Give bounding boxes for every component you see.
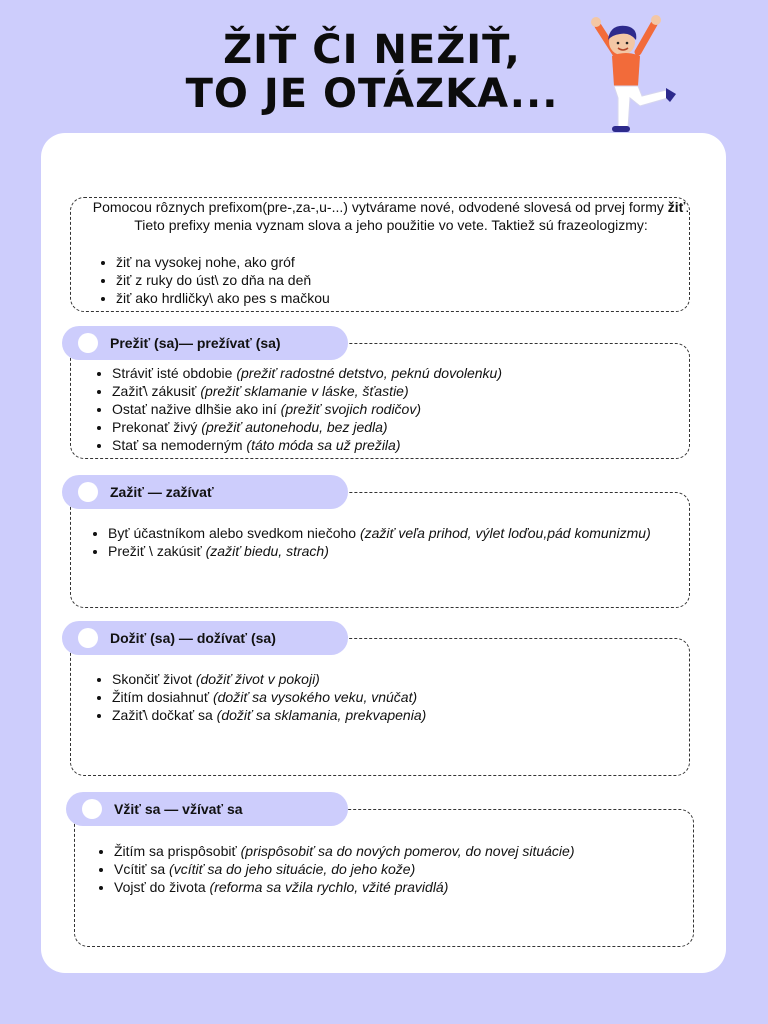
section-heading-label: Prežiť (sa)— prežívať (sa) <box>110 335 281 351</box>
intro-text-start: Pomocou rôznych prefixom(pre-,za-,u-...) vytvárame nové, odvodené slovesá od prvej formy <box>92 199 668 215</box>
intro-bold-word: žiť <box>667 199 686 215</box>
title-line-1: ŽIŤ ČI NEŽIŤ, <box>223 27 521 73</box>
title-line-2: TO JE OTÁZKA... <box>185 71 559 117</box>
intro-text-end: . Tieto prefixy menia vyznam slova a jeho použitie vo vete. Taktiež sú frazeologizmy: <box>134 199 690 233</box>
white-circle-icon <box>78 628 98 648</box>
list-item: • Prekonať živý (prežiť autonehodu, bez jedla) <box>112 418 502 436</box>
section-heading-zazit <box>62 475 348 509</box>
intro-list <box>96 253 330 307</box>
section-list-prezit <box>92 364 502 454</box>
list-item: • Zažiť\ zákusiť (prežiť sklamanie v láske, šťastie) <box>112 382 502 400</box>
list-item: • Skončiť život (dožiť život v pokoji) <box>112 670 426 688</box>
list-item: • žiť ako hrdličky\ ako pes s mačkou <box>116 289 330 307</box>
cheering-kid-icon <box>582 10 682 134</box>
white-circle-icon <box>78 482 98 502</box>
list-item: • Vcítiť sa (vcítiť sa do jeho situácie, do jeho kože) <box>114 860 575 878</box>
list-item: • žiť na vysokej nohe, ako gróf <box>116 253 330 271</box>
list-item: • Stať sa nemoderným (táto móda sa už prežila) <box>112 436 502 454</box>
section-list-vzit <box>94 842 575 896</box>
list-item: • Zažiť\ dočkať sa (dožiť sa sklamania, prekvapenia) <box>112 706 426 724</box>
list-item: • žiť z ruky do úst\ zo dňa na deň <box>116 271 330 289</box>
section-heading-vzit <box>66 792 348 826</box>
section-heading-label: Zažiť — zažívať <box>110 484 214 500</box>
list-item: • Prežiť \ zakúsiť (zažiť biedu, strach) <box>108 542 688 560</box>
list-item: • Žitím dosiahnuť (dožiť sa vysokého veku, vnúčat) <box>112 688 426 706</box>
list-item: • Žitím sa prispôsobiť (prispôsobiť sa do nových pomerov, do novej situácie) <box>114 842 575 860</box>
section-heading-dozit <box>62 621 348 655</box>
section-list-zazit <box>88 524 688 560</box>
list-item: • Byť účastníkom alebo svedkom niečoho (zažiť veľa prihod, výlet loďou,pád komunizmu) <box>108 524 688 542</box>
section-heading-label: Dožiť (sa) — dožívať (sa) <box>110 630 276 646</box>
list-item: • Vojsť do života (reforma sa vžila rychlo, vžité pravidlá) <box>114 878 575 896</box>
section-heading-prezit <box>62 326 348 360</box>
list-item: • Stráviť isté obdobie (prežiť radostné detstvo, peknú dovolenku) <box>112 364 502 382</box>
section-list-dozit <box>92 670 426 724</box>
white-circle-icon <box>82 799 102 819</box>
section-heading-label: Vžiť sa — vžívať sa <box>114 801 243 817</box>
white-circle-icon <box>78 333 98 353</box>
list-item: • Ostať nažive dlhšie ako iní (prežiť svojich rodičov) <box>112 400 502 418</box>
intro-paragraph <box>90 198 692 234</box>
